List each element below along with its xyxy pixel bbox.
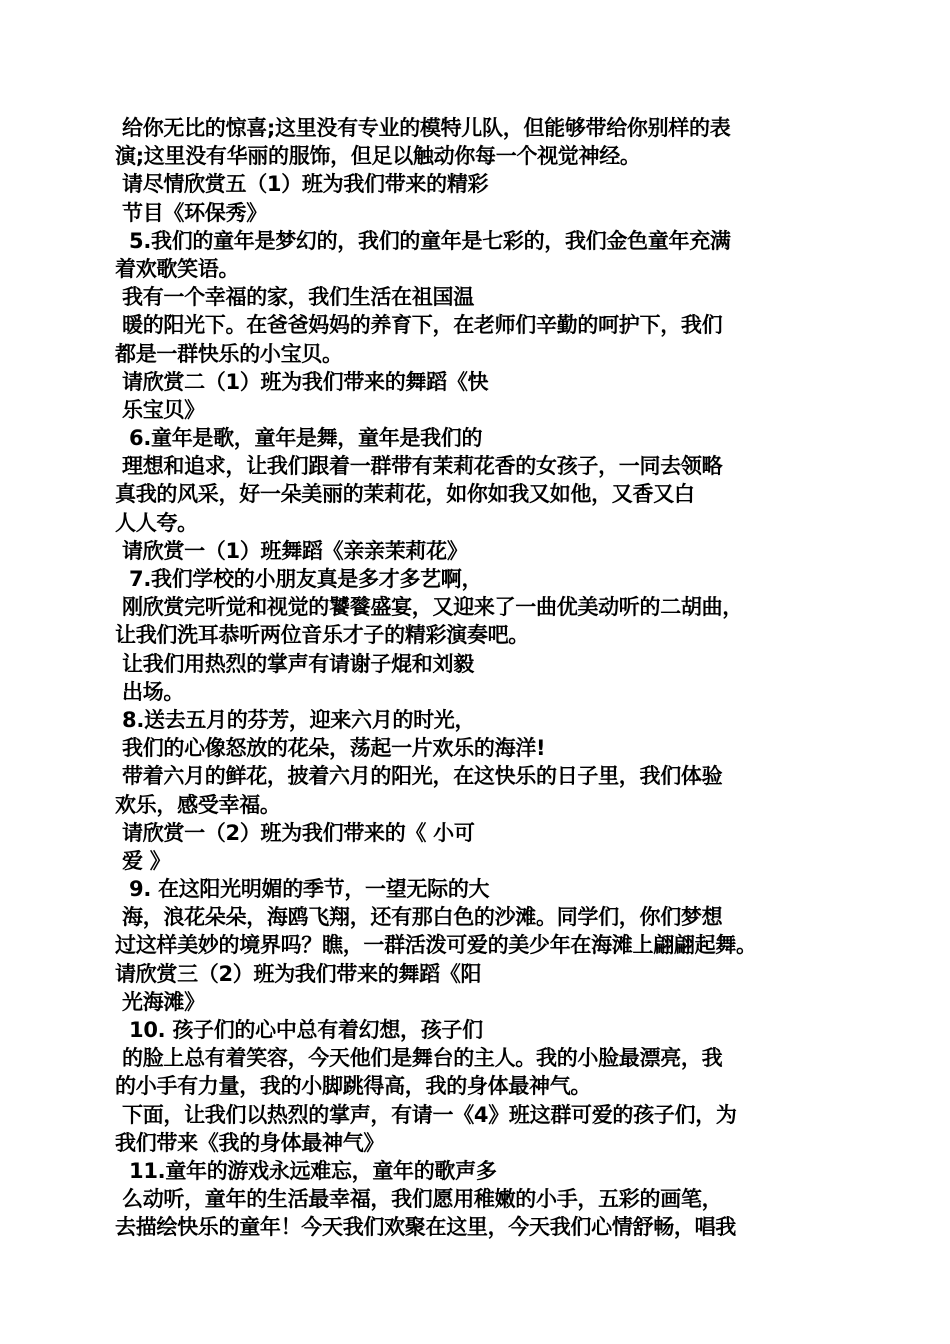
text-line: 6.童年是歌，童年是舞，童年是我们的 — [115, 426, 483, 451]
text-line: 请尽情欣赏五（1）班为我们带来的精彩 — [115, 172, 489, 197]
text-line: 下面，让我们以热烈的掌声，有请一《4》班这群可爱的孩子们，为 — [115, 1102, 737, 1127]
text-line: 带着六月的鲜花，披着六月的阳光，在这快乐的日子里，我们体验 — [115, 764, 723, 789]
text-line: 的小手有力量，我的小脚跳得高，我的身体最神气。 — [115, 1074, 592, 1099]
text-line: 出场。 — [115, 679, 185, 704]
text-line: 真我的风采，好一朵美丽的茉莉花，如你如我又如他，又香又白 — [115, 482, 695, 507]
text-line: 我有一个幸福的家，我们生活在祖国温 — [115, 285, 474, 310]
text-line: 11.童年的游戏永远难忘，童年的歌声多 — [115, 1158, 497, 1183]
text-line: 10. 孩子们的心中总有着幻想，孩子们 — [115, 1018, 483, 1042]
text-line: 去描绘快乐的童年！今天我们欢聚在这里，今天我们心情舒畅，唱我 — [115, 1215, 736, 1240]
text-line: 让我们洗耳恭听两位音乐才子的精彩演奏吧。 — [115, 623, 529, 648]
text-line: 刚欣赏完听觉和视觉的饕餮盛宴，又迎来了一曲优美动听的二胡曲， — [115, 595, 744, 620]
text-line: 爱 》 — [115, 848, 171, 873]
text-line: 请欣赏一（2）班为我们带来的《 小可 — [115, 820, 475, 845]
text-line: 请欣赏二（1）班为我们带来的舞蹈《快 — [115, 369, 489, 394]
text-line: 过这样美妙的境界吗？瞧，一群活泼可爱的美少年在海滩上翩翩起舞。 — [115, 933, 757, 958]
text-line: 5.我们的童年是梦幻的，我们的童年是七彩的，我们金色童年充满 — [115, 228, 731, 253]
text-line: 都是一群快乐的小宝贝。 — [115, 341, 343, 366]
text-line: 给你无比的惊喜;这里没有专业的模特儿队，但能够带给你别样的表 — [115, 116, 731, 140]
text-line: 让我们用热烈的掌声有请谢子焜和刘毅 — [115, 651, 474, 676]
text-line: 我们的心像怒放的花朵，荡起一片欢乐的海洋! — [115, 736, 546, 761]
text-line: 乐宝贝》 — [115, 397, 205, 422]
text-line: 人人夸。 — [115, 510, 198, 535]
text-line: 演;这里没有华丽的服饰，但足以触动你每一个视觉神经。 — [115, 144, 641, 169]
text-line: 理想和追求，让我们跟着一群带有茉莉花香的女孩子，一同去领略 — [115, 454, 723, 479]
text-line: 请欣赏一（1）班舞蹈《亲亲茉莉花》 — [115, 538, 468, 563]
text-line: 光海滩》 — [115, 989, 205, 1014]
text-line: 着欢歌笑语。 — [115, 256, 240, 281]
text-line: 海，浪花朵朵，海鸥飞翔，还有那白色的沙滩。同学们，你们梦想 — [115, 905, 723, 930]
text-line: 的脸上总有着笑容，今天他们是舞台的主人。我的小脸最漂亮，我 — [115, 1046, 723, 1071]
text-line: 欢乐，感受幸福。 — [115, 792, 281, 817]
document-body — [115, 114, 875, 1242]
text-line: 9. 在这阳光明媚的季节，一望无际的大 — [115, 877, 490, 902]
text-line: 我们带来《我的身体最神气》 — [115, 1130, 385, 1155]
text-line: 请欣赏三（2）班为我们带来的舞蹈《阳 — [115, 961, 482, 986]
text-line: 暖的阳光下。在爸爸妈妈的养育下，在老师们辛勤的呵护下，我们 — [115, 313, 723, 338]
text-line: 7.我们学校的小朋友真是多才多艺啊， — [115, 567, 483, 591]
text-line: 8.送去五月的芬芳，迎来六月的时光， — [115, 707, 476, 732]
text-line: 节目《环保秀》 — [115, 200, 267, 225]
text-line: 么动听，童年的生活最幸福，我们愿用稚嫩的小手，五彩的画笔， — [115, 1187, 723, 1212]
